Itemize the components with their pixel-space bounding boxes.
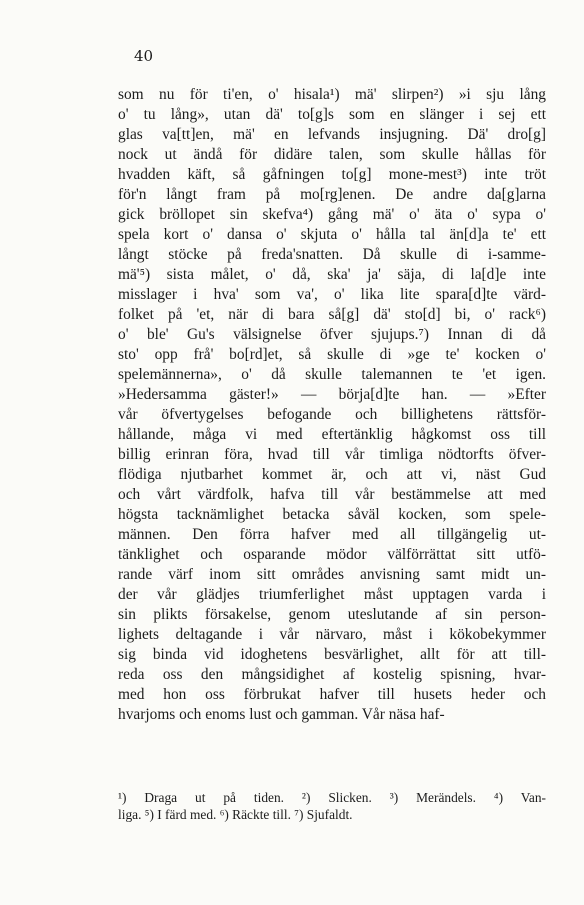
page-number: 40	[134, 47, 154, 65]
text-line: sin plikts försakelse, genom uteslutande af sin person-	[118, 606, 546, 623]
text-line: glas va[tt]en, mä' en lefvands insjugning. Dä' dro[g]	[118, 126, 546, 143]
text-line: med hon oss förbrukat hafver till husets heder och	[118, 686, 546, 703]
text-line: hvarjoms och enoms lust och gamman. Vår näsa haf-	[118, 706, 445, 723]
text-line: lighets deltagande i vår närvaro, måst i kökobekymmer	[118, 626, 546, 643]
text-line: långt stöcke på freda'snatten. Då skulle di i-samme-	[118, 246, 546, 263]
text-line: som nu för ti'en, o' hisala¹) mä' slirpen²) »i sju lång	[118, 86, 546, 103]
text-line: der vår glädjes triumferlighet måst upptagen varda i	[118, 586, 546, 603]
text-line: spelemännerna», o' då skulle talemannen te 'et igen.	[118, 366, 546, 383]
text-line: folket på 'et, när di bara så[g] dä' sto[d] bi, o' rack⁶)	[118, 306, 546, 323]
text-line: »Hedersamma gäster!» — börja[d]te han. — »Efter	[118, 386, 546, 403]
text-line: för'n långt fram på mo[rg]enen. De andre da[g]arna	[118, 186, 546, 203]
text-line: rande värf inom sitt områdes anvisning samt midt un-	[118, 566, 546, 583]
text-line: spela kort o' dansa o' skjuta o' hålla tal än[d]a te' ett	[118, 226, 546, 243]
text-line: sto' opp frå' bo[rd]et, så skulle di »ge te' kocken o'	[118, 346, 546, 363]
text-line: billig erinran föra, hvad till vår timliga nödtorfts öfver-	[118, 446, 546, 463]
footnote-line: ¹) Draga ut på tiden. ²) Slicken. ³) Merändels. ⁴) Van-	[118, 790, 546, 805]
footnote-line: liga. ⁵) I färd med. ⁶) Räckte till. ⁷) Sjufaldt.	[118, 807, 353, 822]
text-line: och vårt värdfolk, hafva till vår bestämmelse att med	[118, 486, 546, 503]
text-line: sig binda vid idoghetens besvärlighet, allt för att till-	[118, 646, 546, 663]
text-line: högsta tacknämlighet betacka såväl kocken, som spele-	[118, 506, 546, 523]
text-line: o' ble' Gu's välsignelse öfver sjujups.⁷) Innan di då	[118, 326, 546, 343]
text-line: hållande, måga vi med eftertänklig hågkomst oss till	[118, 426, 546, 443]
text-line: hvadden käft, så gåfningen to[g] mone-mest³) inte tröt	[118, 166, 546, 183]
text-line: misslager i hva' som va', o' lika lite spara[d]te värd-	[118, 286, 546, 303]
body-text	[118, 85, 546, 725]
text-line: nock ut ändå för didäre talen, som skulle hållas för	[118, 146, 546, 163]
text-line: o' tu lång», utan dä' to[g]s som en slänger i sej ett	[118, 106, 546, 123]
text-line: reda oss den mångsidighet af kostelig spisning, hvar-	[118, 666, 546, 683]
text-line: männen. Den förra hafver med all tillgängelig ut-	[118, 526, 546, 543]
text-line: tänklighet och osparande mödor välförrättat sitt utfö-	[118, 546, 546, 563]
text-line: vår öfvertygelses befogande och billighetens rättsför-	[118, 406, 546, 423]
text-line: mä'⁵) sista målet, o' då, ska' ja' säja, di la[d]e inte	[118, 266, 546, 283]
footnotes	[118, 789, 546, 823]
text-line: gick bröllopet sin skefva⁴) gång mä' o' äta o' sypa o'	[118, 206, 546, 223]
text-line: flödiga njutbarhet kommet är, och att vi, näst Gud	[118, 466, 546, 483]
